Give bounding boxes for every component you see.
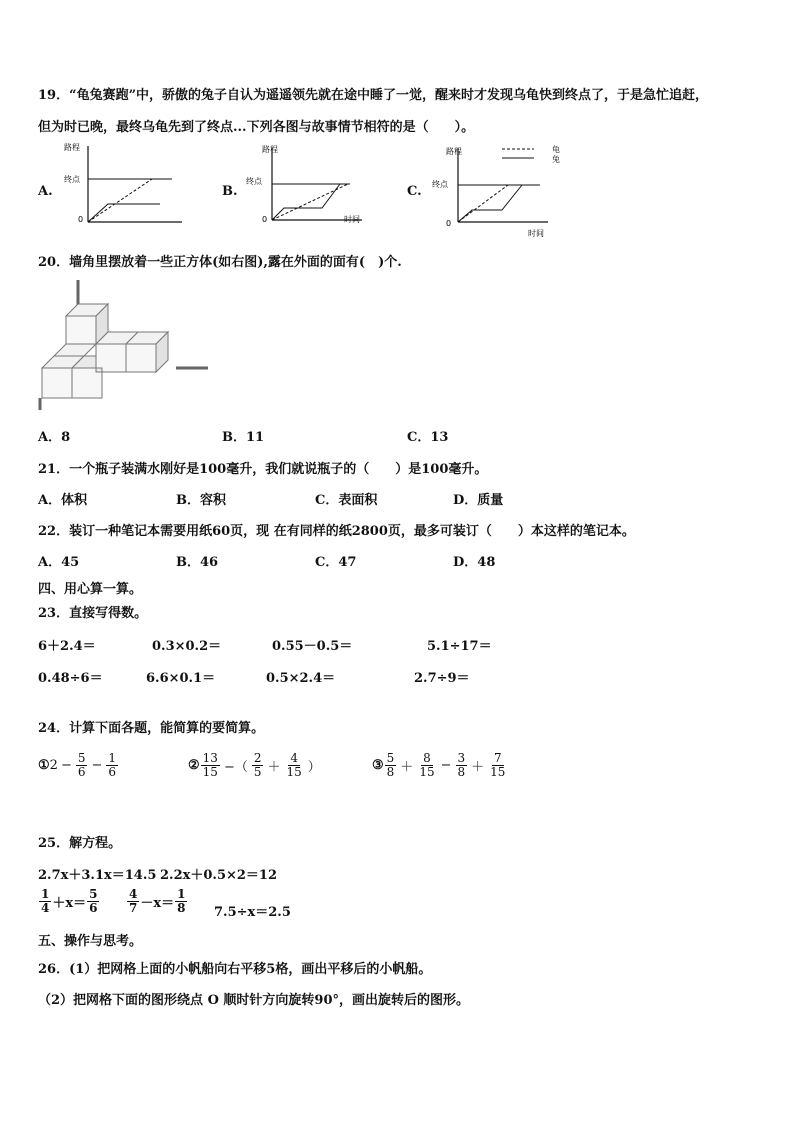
graph-a — [60, 140, 190, 230]
q23-r2-c3: 0.5×2.4＝ — [266, 671, 336, 686]
q24-e1-frac1: $\frac{5}{6}$ — [77, 751, 86, 779]
graph-a-ylabel: 路程 — [64, 143, 80, 152]
q25-eq2: 2.2x＋0.5×2＝12 — [160, 868, 278, 883]
option-c-label: C. — [407, 184, 422, 199]
q24-text: 24．计算下面各题，能简算的要简算。 — [38, 721, 265, 736]
graph-c-xlabel: 时间 — [528, 229, 544, 238]
q22-option-d: D．48 — [453, 555, 496, 570]
q23-r2-c1: 0.48÷6＝ — [38, 671, 103, 686]
q24-e1-mark: ① — [38, 758, 50, 773]
q24-e2-mark: ② — [188, 758, 200, 773]
q22-option-a: A．45 — [38, 555, 80, 570]
q21-text: 21．一个瓶子装满水刚好是100毫升，我们就说瓶子的（ ）是100毫升。 — [38, 462, 488, 477]
option-b-label: B. — [222, 184, 238, 199]
q24-e2-frac2: $\frac{2}{5}$ — [253, 751, 262, 779]
q23-text: 23．直接写得数。 — [38, 606, 148, 621]
graph-a-origin: 0 — [78, 215, 84, 224]
q24-expr-1: ① 2 − $\frac{5}{6}$ − $\frac{1}{6}$ — [38, 751, 117, 779]
q25-eq3-mid: ＋x＝ — [52, 896, 87, 911]
graph-b-xlabel: 时间 — [344, 215, 360, 224]
q24-e3-frac1: $\frac{5}{8}$ — [386, 751, 395, 779]
q25-text: 25．解方程。 — [38, 836, 122, 851]
graph-a-end-label: 终点 — [64, 175, 80, 184]
cubes-figure — [36, 280, 212, 412]
q25-eq4-mid: －x＝ — [140, 896, 175, 911]
q20-text: 20．墙角里摆放着一些正方体(如右图),露在外面的面有( )个. — [38, 255, 402, 270]
q23-r1-c3: 0.55－0.5＝ — [272, 639, 353, 654]
section-5-heading: 五、操作与思考。 — [38, 934, 143, 949]
graph-c-ylabel: 路程 — [446, 147, 462, 156]
graph-c — [430, 140, 570, 240]
q19-line2: 但为时已晚，最终乌龟先到了终点...下列各图与故事情节相符的是（ ）。 — [38, 120, 475, 135]
option-a-label: A. — [38, 184, 53, 199]
q21-option-d: D．质量 — [453, 493, 504, 508]
q20-option-b: B．11 — [222, 430, 265, 445]
q25-eq1: 2.7x＋3.1x＝14.5 — [38, 868, 157, 883]
q24-e3-frac2: $\frac{8}{15}$ — [419, 751, 435, 779]
q23-r1-c1: 6＋2.4＝ — [38, 639, 96, 654]
q26-line1: 26．(1）把网格上面的小帆船向右平移5格，画出平移后的小帆船。 — [38, 962, 432, 977]
graph-b-ylabel: 路程 — [262, 145, 278, 154]
q19-line1: 19．“龟兔赛跑”中，骄傲的兔子自认为遥遥领先就在途中睡了一觉，醒来时才发现乌龟快到终点了，于是急忙追赶， — [38, 88, 709, 103]
q25-eq3 — [38, 888, 100, 915]
q25-eq4 — [126, 888, 188, 915]
q25-eq4-frac2: $\frac{1}{8}$ — [177, 887, 186, 915]
q21-option-c: C．表面积 — [315, 493, 378, 508]
graph-c-origin: 0 — [446, 219, 452, 228]
q22-option-b: B．46 — [176, 555, 219, 570]
q25-eq5: 7.5÷x＝2.5 — [214, 905, 291, 920]
q24-e3-mark: ③ — [372, 758, 384, 773]
q20-option-a: A．8 — [38, 430, 71, 445]
legend-rabbit: 兔 — [552, 155, 560, 164]
q24-expr-3: ③ $\frac{5}{8}$ ＋ $\frac{8}{15}$ − $\frac{3}{8}$ ＋ $\frac{7}{15}$ — [372, 751, 506, 779]
q23-r1-c4: 5.1÷17＝ — [427, 639, 492, 654]
q21-option-b: B．容积 — [176, 493, 226, 508]
q23-r1-c2: 0.3×0.2＝ — [152, 639, 222, 654]
q24-e2-frac1: $\frac{13}{15}$ — [202, 751, 218, 779]
legend-tortoise: 龟 — [552, 145, 560, 154]
q24-e3-frac3: $\frac{3}{8}$ — [457, 751, 466, 779]
q21-option-a: A．体积 — [38, 493, 88, 508]
q25-eq3-frac1: $\frac{1}{4}$ — [41, 887, 50, 915]
q20-option-c: C．13 — [407, 430, 449, 445]
q24-e1-frac2: $\frac{1}{6}$ — [108, 751, 117, 779]
graph-b-end-label: 终点 — [246, 177, 262, 186]
q24-e3-frac4: $\frac{7}{15}$ — [490, 751, 506, 779]
q22-text: 22．装订一种笔记本需要用纸60页，现 在有同样的纸2800页，最多可装订（ ）本这样的笔记本。 — [38, 524, 635, 539]
q25-eq3-frac2: $\frac{5}{6}$ — [89, 887, 98, 915]
graph-b-origin: 0 — [262, 215, 268, 224]
q23-r2-c4: 2.7÷9＝ — [414, 671, 470, 686]
q24-expr-2: ② $\frac{13}{15}$ −（ $\frac{2}{5}$ ＋ $\frac{4}{15}$ ） — [188, 751, 321, 779]
q22-option-c: C．47 — [315, 555, 357, 570]
graph-c-end-label: 终点 — [432, 180, 448, 189]
q23-r2-c2: 6.6×0.1＝ — [146, 671, 216, 686]
q26-line2: （2）把网格下面的图形绕点 O 顺时针方向旋转90°，画出旋转后的图形。 — [38, 993, 470, 1008]
q25-eq4-frac1: $\frac{4}{7}$ — [129, 887, 138, 915]
q24-e1-whole: 2 — [49, 758, 58, 773]
q24-e2-frac3: $\frac{4}{15}$ — [286, 751, 302, 779]
section-4-heading: 四、用心算一算。 — [38, 582, 143, 597]
